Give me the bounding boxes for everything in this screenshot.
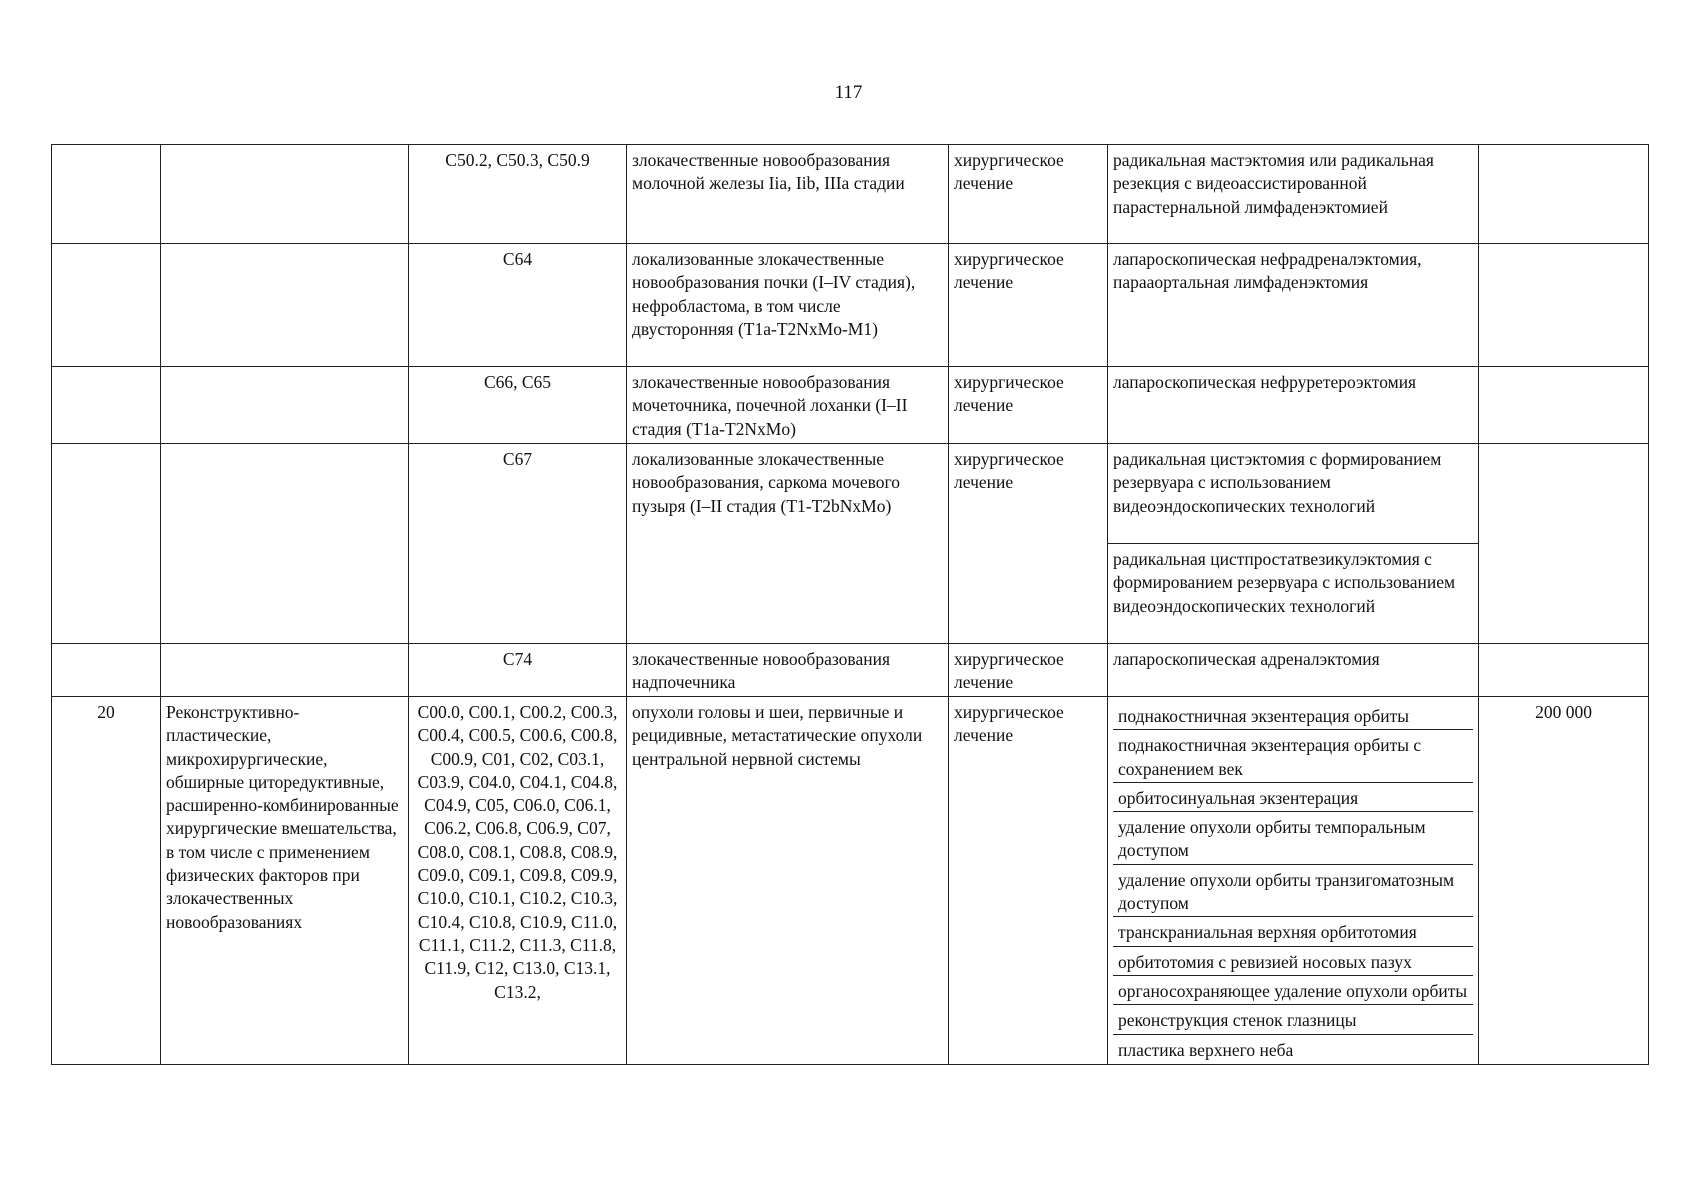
price-cell: 200 000 xyxy=(1479,697,1649,1065)
method-item: транскраниальная верхняя орбитотомия xyxy=(1113,917,1473,946)
group-number-cell xyxy=(52,145,161,244)
treatment-cell: хирургическое лечение xyxy=(949,444,1108,644)
icd-codes-cell: C66, C65 xyxy=(409,367,627,444)
diagnosis-cell: злокачественные новообразования молочной железы Iia, Iib, IIIa стадии xyxy=(627,145,949,244)
table-row xyxy=(52,697,1649,1065)
diagnosis-cell: злокачественные новообразования мочеточника, почечной лоханки (I–II стадия (T1a-T2NxMo) xyxy=(627,367,949,444)
price-cell xyxy=(1479,145,1649,244)
method-item: поднакостничная экзентерация орбиты с сохранением век xyxy=(1113,730,1473,783)
treatment-cell: хирургическое лечение xyxy=(949,145,1108,244)
price-cell xyxy=(1479,644,1649,697)
diagnosis-cell: опухоли головы и шеи, первичные и рецидивные, метастатические опухоли центральной нервной системы xyxy=(627,697,949,1065)
method-item: поднакостничная экзентерация орбиты xyxy=(1113,701,1473,730)
method-cell: радикальная цистэктомия с формированием резервуара с использованием видеоэндоскопических технологий xyxy=(1108,444,1479,544)
icd-codes-cell: C50.2, C50.3, C50.9 xyxy=(409,145,627,244)
table-row xyxy=(52,244,1649,367)
method-cell: лапароскопическая нефруретероэктомия xyxy=(1108,367,1479,444)
treatment-cell: хирургическое лечение xyxy=(949,644,1108,697)
diagnosis-cell: локализованные злокачественные новообразования, саркома мочевого пузыря (I–II стадия (T1-T2bNxMo) xyxy=(627,444,949,644)
group-name-cell xyxy=(161,644,409,697)
services-table xyxy=(51,144,1649,1065)
method-cell: радикальная мастэктомия или радикальная резекция с видеоассистированной парастернальной лимфаденэктомией xyxy=(1108,145,1479,244)
group-name-cell xyxy=(161,444,409,644)
method-item: пластика верхнего неба xyxy=(1118,1039,1294,1060)
group-number-cell: 20 xyxy=(52,697,161,1065)
method-item: реконструкция стенок глазницы xyxy=(1113,1005,1473,1034)
icd-codes-cell: C00.0, C00.1, C00.2, C00.3, C00.4, C00.5, C00.6, C00.8, C00.9, C01, C02, C03.1, C03.9, C04.0, C04.1, C04.8, C04.9, C05, C06.0, C06.1, C06.2, C06.8, C06.9, C07, C08.0, C08.1, C08.8, C08.9, C09.0, C09.1, C09.8, C09.9, C10.0, C10.1, C10.2, C10.3, C10.4, C10.8, C10.9, C11.0, C11.1, C11.2, C11.3, C11.8, C11.9, C12, C13.0, C13.1, C13.2, xyxy=(409,697,627,1065)
page-number: 117 xyxy=(834,82,863,103)
method-cell: лапароскопическая адреналэктомия xyxy=(1108,644,1479,697)
method-item: органосохраняющее удаление опухоли орбиты xyxy=(1113,976,1473,1005)
table-row xyxy=(52,644,1649,697)
price-cell xyxy=(1479,244,1649,367)
treatment-cell: хирургическое лечение xyxy=(949,244,1108,367)
method-cell: радикальная цистпростатвезикулэктомия с формированием резервуара с использованием видеоэндоскопических технологий xyxy=(1108,544,1479,644)
methods-cell xyxy=(1108,697,1479,1065)
group-name-cell xyxy=(161,145,409,244)
method-item: орбитотомия с ревизией носовых пазух xyxy=(1113,947,1473,976)
group-name-cell: Реконструктивно-пластические, микрохирургические, обширные циторедуктивные, расширенно-комбинированные хирургические вмешательства, в том числе с применением физических факторов при злокачественных новообразованиях xyxy=(161,697,409,1065)
icd-codes-cell: C64 xyxy=(409,244,627,367)
price-cell xyxy=(1479,367,1649,444)
table-row xyxy=(52,145,1649,244)
diagnosis-cell: локализованные злокачественные новообразования почки (I–IV стадия), нефробластома, в том числе двусторонняя (T1a-T2NxMo-M1) xyxy=(627,244,949,367)
treatment-cell: хирургическое лечение xyxy=(949,697,1108,1065)
icd-codes-cell: C67 xyxy=(409,444,627,644)
diagnosis-cell: злокачественные новообразования надпочечника xyxy=(627,644,949,697)
table-row xyxy=(52,444,1649,544)
group-number-cell xyxy=(52,444,161,644)
method-cell: лапароскопическая нефрадреналэктомия, парааортальная лимфаденэктомия xyxy=(1108,244,1479,367)
method-item: орбитосинуальная экзентерация xyxy=(1113,783,1473,812)
group-name-cell xyxy=(161,367,409,444)
group-number-cell xyxy=(52,367,161,444)
method-item: удаление опухоли орбиты темпоральным доступом xyxy=(1113,812,1473,865)
methods-list xyxy=(1113,701,1473,1063)
group-number-cell xyxy=(52,244,161,367)
price-cell xyxy=(1479,444,1649,644)
icd-codes-cell: C74 xyxy=(409,644,627,697)
table-row xyxy=(52,367,1649,444)
group-number-cell xyxy=(52,644,161,697)
method-item: удаление опухоли орбиты транзигоматозным доступом xyxy=(1113,865,1473,918)
treatment-cell: хирургическое лечение xyxy=(949,367,1108,444)
group-name-cell xyxy=(161,244,409,367)
